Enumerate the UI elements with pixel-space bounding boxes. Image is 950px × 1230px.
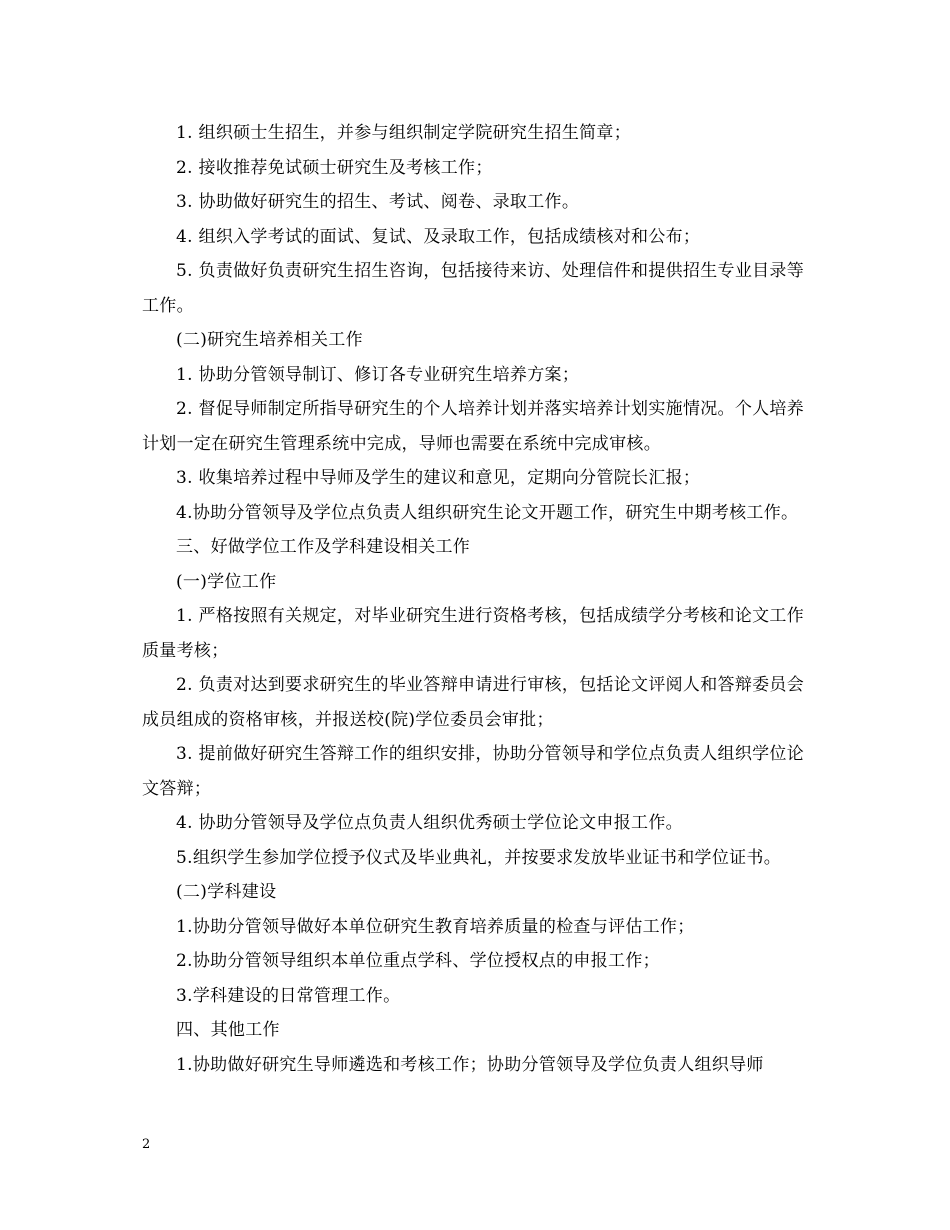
paragraph-enrollment-3: 3. 协助做好研究生的招生、考试、阅卷、录取工作。 xyxy=(176,192,580,212)
section-heading-other: 四、其他工作 xyxy=(176,1020,280,1040)
section-heading-degree-discipline: 三、好做学位工作及学科建设相关工作 xyxy=(176,537,471,557)
paragraph-training-2: 2. 督促导师制定所指导研究生的个人培养计划并落实培养计划实施情况。个人培养计划一定在研究生管理系统中完成，导师也需要在系统中完成审核。 xyxy=(142,399,805,454)
paragraph-other-1: 1.协助做好研究生导师遴选和考核工作；协助分管领导及学位负责人组织导师 xyxy=(176,1054,764,1075)
section-heading-discipline: (二)学科建设 xyxy=(176,882,277,902)
document-body xyxy=(142,116,817,1082)
paragraph-training-4: 4.协助分管领导及学位点负责人组织研究生论文开题工作，研究生中期考核工作。 xyxy=(176,502,799,523)
paragraph-degree-2: 2. 负责对达到要求研究生的毕业答辩申请进行审核，包括论文评阅人和答辩委员会成员组成的资格审核，并报送校(院)学位委员会审批； xyxy=(142,675,805,730)
paragraph-training-1: 1. 协助分管领导制订、修订各专业研究生培养方案； xyxy=(176,364,580,385)
paragraph-discipline-3: 3.学科建设的日常管理工作。 xyxy=(176,985,401,1006)
paragraph-discipline-1: 1.协助分管领导做好本单位研究生教育培养质量的检查与评估工作； xyxy=(176,916,695,937)
paragraph-enrollment-4: 4. 组织入学考试的面试、复试、及录取工作，包括成绩核对和公布； xyxy=(176,226,701,247)
section-heading-training: (二)研究生培养相关工作 xyxy=(176,330,363,350)
paragraph-degree-5: 5.组织学生参加学位授予仪式及毕业典礼，并按要求发放毕业证书和学位证书。 xyxy=(176,847,782,868)
paragraph-enrollment-5: 5. 负责做好负责研究生招生咨询，包括接待来访、处理信件和提供招生专业目录等工作。 xyxy=(142,261,805,316)
paragraph-enrollment-1: 1. 组织硕士生招生，并参与组织制定学院研究生招生简章； xyxy=(176,123,632,143)
paragraph-degree-3: 3. 提前做好研究生答辩工作的组织安排，协助分管领导和学位点负责人组织学位论文答辩； xyxy=(142,744,805,799)
paragraph-training-3: 3. 收集培养过程中导师及学生的建议和意见，定期向分管院长汇报； xyxy=(176,468,701,488)
paragraph-enrollment-2: 2. 接收推荐免试硕士研究生及考核工作； xyxy=(176,157,493,178)
paragraph-discipline-2: 2.协助分管领导组织本单位重点学科、学位授权点的申报工作； xyxy=(176,951,660,971)
paragraph-degree-1: 1. 严格按照有关规定，对毕业研究生进行资格考核，包括成绩学分考核和论文工作质量考核； xyxy=(142,606,805,661)
paragraph-degree-4: 4. 协助分管领导及学位点负责人组织优秀硕士学位论文申报工作。 xyxy=(176,813,683,833)
section-heading-degree: (一)学位工作 xyxy=(176,571,277,592)
page-number: 2 xyxy=(142,1137,151,1152)
